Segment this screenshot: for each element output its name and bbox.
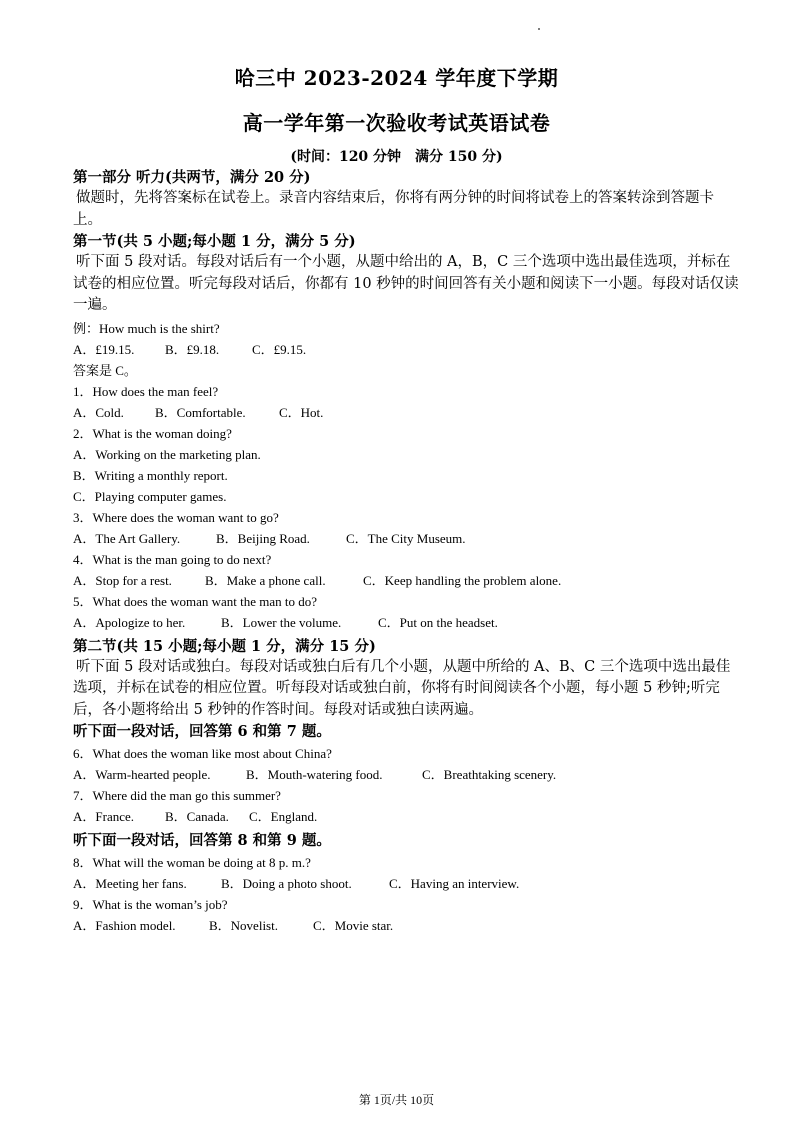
- q3-option-b: B．Beijing Road.: [216, 530, 310, 546]
- exam-title-line1: 哈三中 2023-2024 学年度下学期: [234, 66, 559, 90]
- exam-title-line2: 高一学年第一次验收考试英语试卷: [242, 111, 551, 135]
- example-answer: 答案是 C。: [73, 362, 137, 378]
- q7-option-b: B．Canada.: [165, 809, 229, 824]
- section1-heading: 第一节(共 5 小题;每小题 1 分，满分 5 分): [73, 233, 356, 250]
- question-1: 1．How does the man feel?: [73, 383, 219, 399]
- q1-option-c: C．Hot.: [279, 404, 324, 420]
- example-question: 例：How much is the shirt?: [73, 320, 220, 336]
- section2-instructions: 听下面 5 段对话或独白。每段对话或独白后有几个小题，从题中所给的 A、B、C 三个选项中选出最佳选项，并标在试卷的相应位置。听每段对话或独白前，你将有时间阅读各个小题，每小题 5 秒钟;听完后，各小题将给出 5 秒钟的作答时间。每段对话或独白读两遍。: [73, 658, 731, 718]
- section2-heading: 第二节(共 15 小题;每小题 1 分，满分 15 分): [73, 637, 376, 655]
- question-4: 4．What is the man going to do next?: [73, 551, 272, 567]
- q5-option-c: C．Put on the headset.: [378, 614, 498, 630]
- q5-option-b: B．Lower the volume.: [221, 614, 342, 630]
- question-7-options: [73, 809, 741, 825]
- example-option-b: B．£9.18.: [165, 341, 220, 357]
- q6-option-c: C．Breathtaking scenery.: [422, 767, 557, 782]
- question-8-options: [73, 876, 741, 892]
- question-7: 7．Where did the man go this summer?: [73, 788, 281, 803]
- group2-heading: 听下面一段对话，回答第 8 和第 9 题。: [73, 832, 331, 849]
- question-6-options: [73, 767, 741, 783]
- q7-option-a: A．France.: [73, 809, 135, 824]
- question-6: 6．What does the woman like most about China?: [73, 746, 332, 761]
- part1-heading: 第一部分 听力(共两节，满分 20 分): [73, 169, 311, 186]
- q7-option-c: C．England.: [249, 809, 318, 824]
- question-9-options: [73, 918, 741, 934]
- question-3: 3．Where does the woman want to go?: [73, 509, 279, 525]
- page-number: 第 1页/共 10页: [358, 1093, 435, 1107]
- q4-option-c: C．Keep handling the problem alone.: [363, 572, 562, 588]
- q6-option-a: A．Warm-hearted people.: [73, 767, 211, 782]
- q4-option-a: A．Stop for a rest.: [73, 572, 172, 588]
- q8-option-b: B．Doing a photo shoot.: [221, 876, 352, 891]
- part1-intro: 做题时，先将答案标在试卷上。录音内容结束后，你将有两分钟的时间将试卷上的答案转涂到答题卡上。: [73, 190, 714, 228]
- exam-time-score: (时间：120 分钟 满分 150 分): [290, 149, 503, 165]
- question-8: 8．What will the woman be doing at 8 p. m.?: [73, 855, 311, 870]
- example-option-c: C．£9.15.: [252, 341, 307, 357]
- q2-option-c: C．Playing computer games.: [73, 488, 227, 504]
- question-3-options: [73, 531, 741, 547]
- question-9: 9．What is the woman’s job?: [73, 897, 228, 912]
- q8-option-c: C．Having an interview.: [389, 876, 520, 891]
- q1-option-a: A．Cold.: [73, 404, 124, 420]
- q2-option-a: A．Working on the marketing plan.: [73, 446, 261, 462]
- question-5-options: [73, 615, 741, 631]
- section1-instructions: 听下面 5 段对话。每段对话后有一个小题，从题中给出的 A，B，C 三个选项中选出最佳选项，并标在试卷的相应位置。听完每段对话后，你都有 10 秒钟的时间回答有关小题和阅读下一小题。每段对话仅读一遍。: [73, 254, 739, 313]
- question-5: 5．What does the woman want the man to do?: [73, 593, 318, 609]
- question-1-options: [73, 405, 741, 421]
- q9-option-b: B．Novelist.: [209, 918, 278, 933]
- q8-option-a: A．Meeting her fans.: [73, 876, 187, 891]
- corner-dot: [538, 28, 540, 30]
- exam-content: [73, 167, 741, 939]
- q3-option-c: C．The City Museum.: [346, 530, 466, 546]
- q3-option-a: A．The Art Gallery.: [73, 530, 181, 546]
- q5-option-a: A．Apologize to her.: [73, 614, 186, 630]
- question-2: 2．What is the woman doing?: [73, 425, 232, 441]
- group1-heading: 听下面一段对话，回答第 6 和第 7 题。: [73, 723, 331, 740]
- example-option-a: A．£19.15.: [73, 341, 135, 357]
- question-4-options: [73, 573, 741, 589]
- q9-option-c: C．Movie star.: [313, 918, 394, 933]
- q4-option-b: B．Make a phone call.: [205, 572, 326, 588]
- example-options: [73, 342, 741, 358]
- q6-option-b: B．Mouth-watering food.: [246, 767, 383, 782]
- q2-option-b: B．Writing a monthly report.: [73, 467, 228, 483]
- q9-option-a: A．Fashion model.: [73, 918, 176, 933]
- q1-option-b: B．Comfortable.: [155, 404, 246, 420]
